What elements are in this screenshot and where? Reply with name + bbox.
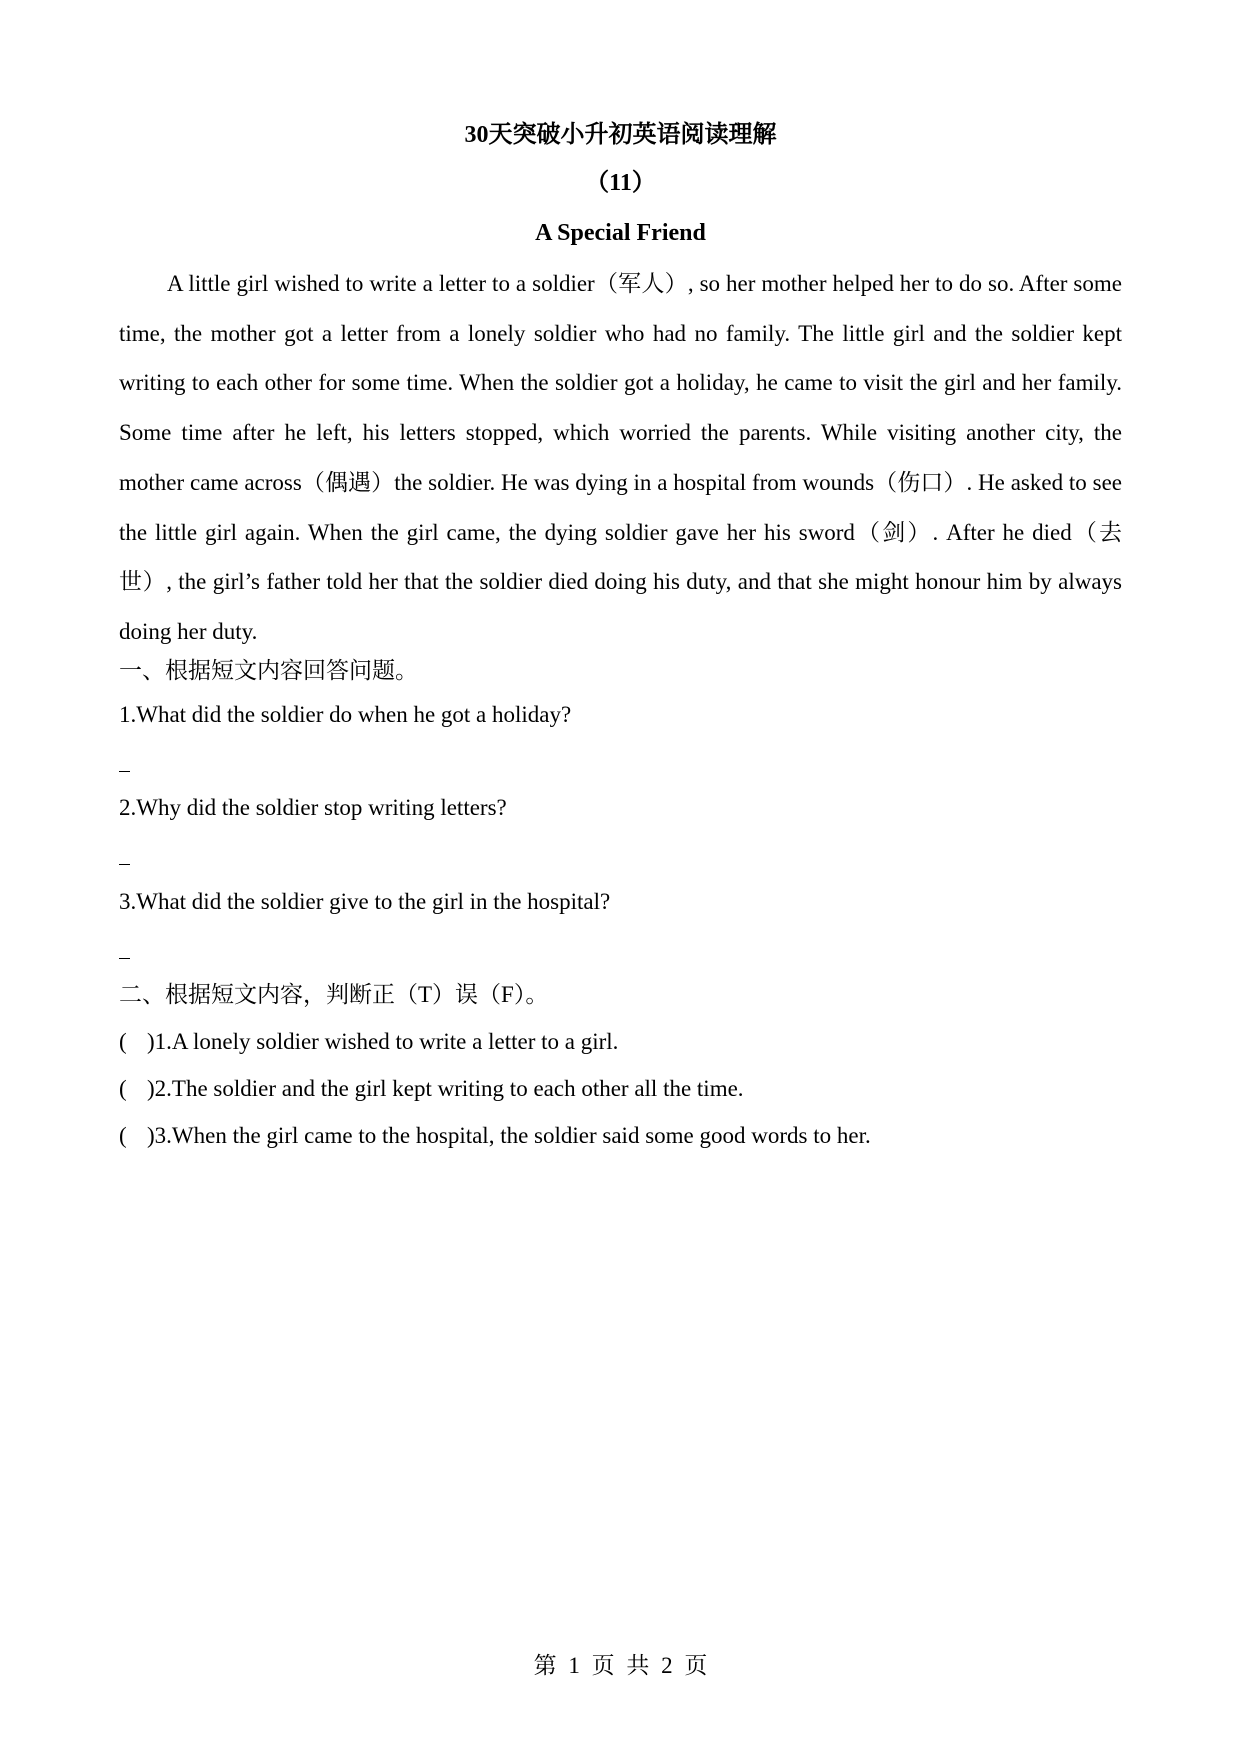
tf-item-1 [119,1027,618,1057]
tf-item-3 [119,1121,871,1151]
tf-answer-paren-1[interactable]: ( [119,1029,127,1054]
answer-blank-3[interactable] [119,958,130,959]
answer-blank-1[interactable] [119,771,130,772]
tf-statement-1: )1.A lonely soldier wished to write a letter to a girl. [147,1029,619,1054]
tf-answer-paren-3[interactable]: ( [119,1123,127,1148]
reading-passage: A little girl wished to write a letter to a soldier（军人）, so her mother helped her to do so. After some time, the mother got a letter from a lonely soldier who had no family. The little girl and the soldier kept writing to each other for some time. When the soldier got a holiday, he came to visit the girl and her family. Some time after he left, his letters stopped, which worried the parents. While visiting another city, the mother came across（偶遇）the soldier. He was dying in a hospital from wounds（伤口）. He asked to see the little girl again. When the girl came, the dying soldier gave her his sword（剑）. After he died（去世）, the girl’s father told her that the soldier died doing his duty, and that she might honour him by always doing her duty. [119,271,1122,644]
page-footer: 第 1 页 共 2 页 [533,1653,708,1678]
story-title: A Special Friend [535,220,706,246]
section1-heading: 一、根据短文内容回答问题。 [119,658,418,683]
tf-statement-2: )2.The soldier and the girl kept writing to each other all the time. [147,1076,744,1101]
document-title: 30天突破小升初英语阅读理解 [464,122,777,148]
tf-answer-paren-2[interactable]: ( [119,1076,127,1101]
lesson-number: （11） [585,170,656,196]
question-2: 2.Why did the soldier stop writing letters? [119,795,507,820]
tf-item-2 [119,1074,744,1104]
answer-blank-2[interactable] [119,864,130,865]
question-3: 3.What did the soldier give to the girl in the hospital? [119,889,611,914]
section2-heading: 二、根据短文内容，判断正（T）误（F）。 [119,982,549,1007]
question-1: 1.What did the soldier do when he got a holiday? [119,702,572,727]
tf-statement-3: )3.When the girl came to the hospital, the soldier said some good words to her. [147,1123,871,1148]
